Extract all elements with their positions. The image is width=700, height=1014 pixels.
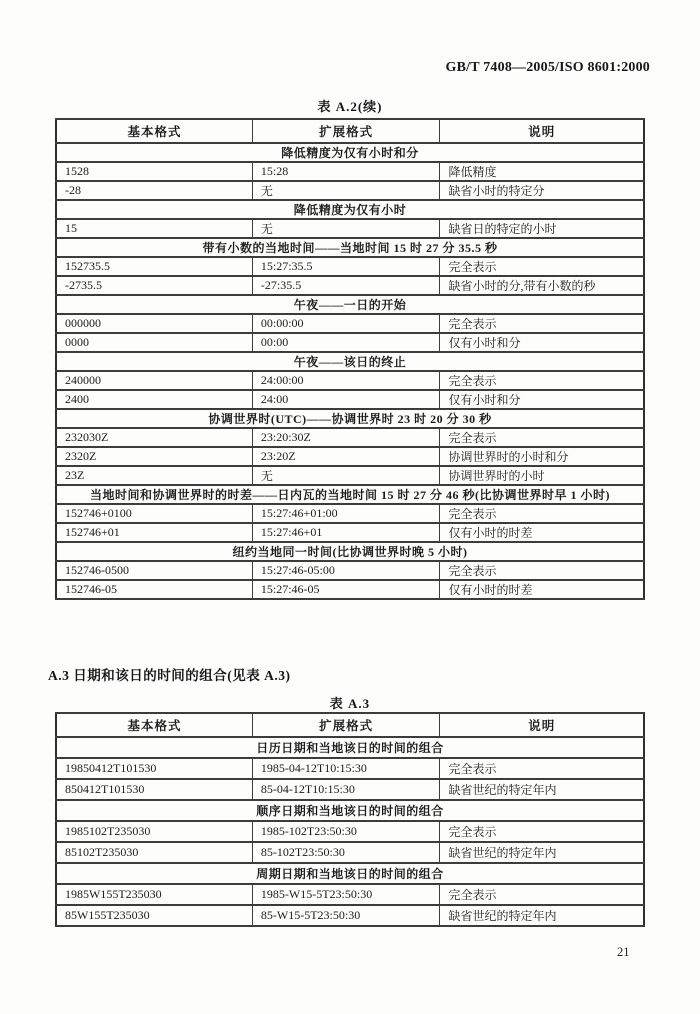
note-format-cell: 协调世界时的小时和分	[440, 447, 644, 466]
basic-format-cell: 2320Z	[56, 447, 252, 466]
section-label: 纽约当地同一时间(比协调世界时晚 5 小时)	[56, 542, 644, 561]
note-format-cell: 缺省小时的特定分	[440, 181, 644, 200]
section-row	[56, 409, 644, 428]
table-row	[56, 821, 644, 842]
column-header: 基本格式	[56, 713, 252, 737]
basic-format-cell: 152746+0100	[56, 504, 252, 523]
column-header: 扩展格式	[252, 713, 440, 737]
table-row	[56, 162, 644, 181]
note-format-cell: 仅有小时和分	[440, 333, 644, 352]
section-row	[56, 200, 644, 219]
table-row	[56, 181, 644, 200]
table-row	[56, 580, 644, 599]
note-format-cell: 降低精度	[440, 162, 644, 181]
basic-format-cell: 000000	[56, 314, 252, 333]
table-row	[56, 504, 644, 523]
section-row	[56, 485, 644, 504]
table-row	[56, 779, 644, 800]
extended-format-cell: 1985-102T23:50:30	[252, 821, 440, 842]
basic-format-cell: 232030Z	[56, 428, 252, 447]
table-a2-title: 表 A.2(续)	[317, 99, 383, 114]
column-header: 说明	[440, 119, 644, 143]
extended-format-cell: 85-W15-5T23:50:30	[252, 905, 440, 926]
basic-format-cell: 23Z	[56, 466, 252, 485]
section-row	[56, 542, 644, 561]
table-row	[56, 466, 644, 485]
extended-format-cell: 24:00:00	[252, 371, 440, 390]
extended-format-cell: 15:27:46-05	[252, 580, 440, 599]
basic-format-cell: 1985W155T235030	[56, 884, 252, 905]
extended-format-cell: 15:27:46+01:00	[252, 504, 440, 523]
column-header: 说明	[440, 713, 644, 737]
table-row	[56, 314, 644, 333]
basic-format-cell: 2400	[56, 390, 252, 409]
basic-format-cell: 85102T235030	[56, 842, 252, 863]
section-label: 周期日期和当地该日的时间的组合	[56, 863, 644, 884]
basic-format-cell: 0000	[56, 333, 252, 352]
extended-format-cell: 23:20:30Z	[252, 428, 440, 447]
note-format-cell: 完全表示	[440, 428, 644, 447]
table-row	[56, 447, 644, 466]
note-format-cell: 仅有小时的时差	[440, 523, 644, 542]
extended-format-cell: 无	[252, 219, 440, 238]
basic-format-cell: 152746+01	[56, 523, 252, 542]
table-a3-title: 表 A.3	[329, 696, 371, 711]
basic-format-cell: 19850412T101530	[56, 758, 252, 779]
basic-format-cell: 152746-0500	[56, 561, 252, 580]
basic-format-cell: 152746-05	[56, 580, 252, 599]
note-format-cell: 完全表示	[440, 257, 644, 276]
section-label: 午夜——该日的终止	[56, 352, 644, 371]
table-row	[56, 905, 644, 926]
section-label: 当地时间和协调世界时的时差——日内瓦的当地时间 15 时 27 分 46 秒(比协调世界时早 1 小时)	[56, 485, 644, 504]
table-row	[56, 561, 644, 580]
section-label: 日历日期和当地该日的时间的组合	[56, 737, 644, 758]
table-row	[56, 333, 644, 352]
table-a2	[55, 118, 645, 600]
note-format-cell: 仅有小时和分	[440, 390, 644, 409]
standard-number: GB/T 7408—2005/ISO 8601:2000	[445, 60, 650, 75]
extended-format-cell: 85-102T23:50:30	[252, 842, 440, 863]
table-row	[56, 390, 644, 409]
note-format-cell: 仅有小时的时差	[440, 580, 644, 599]
table-a3	[55, 712, 645, 927]
section-a3-heading: A.3 日期和该日的时间的组合(见表 A.3)	[48, 668, 291, 683]
extended-format-cell: -27:35.5	[252, 276, 440, 295]
section-row	[56, 737, 644, 758]
header-row	[56, 119, 644, 143]
basic-format-cell: 850412T101530	[56, 779, 252, 800]
column-header: 扩展格式	[252, 119, 440, 143]
table-row	[56, 257, 644, 276]
basic-format-cell: 1985102T235030	[56, 821, 252, 842]
note-format-cell: 完全表示	[440, 758, 644, 779]
extended-format-cell: 15:28	[252, 162, 440, 181]
basic-format-cell: 15	[56, 219, 252, 238]
section-label: 降低精度为仅有小时和分	[56, 143, 644, 162]
extended-format-cell: 无	[252, 181, 440, 200]
section-row	[56, 295, 644, 314]
table-row	[56, 523, 644, 542]
note-format-cell: 缺省日的特定的小时	[440, 219, 644, 238]
section-row	[56, 863, 644, 884]
header-row	[56, 713, 644, 737]
table-row	[56, 758, 644, 779]
note-format-cell: 缺省世纪的特定年内	[440, 779, 644, 800]
extended-format-cell: 1985-04-12T10:15:30	[252, 758, 440, 779]
basic-format-cell: 85W155T235030	[56, 905, 252, 926]
extended-format-cell: 00:00	[252, 333, 440, 352]
section-label: 带有小数的当地时间——当地时间 15 时 27 分 35.5 秒	[56, 238, 644, 257]
note-format-cell: 协调世界时的小时	[440, 466, 644, 485]
extended-format-cell: 23:20Z	[252, 447, 440, 466]
section-label: 午夜——一日的开始	[56, 295, 644, 314]
note-format-cell: 完全表示	[440, 371, 644, 390]
extended-format-cell: 无	[252, 466, 440, 485]
basic-format-cell: 152735.5	[56, 257, 252, 276]
extended-format-cell: 85-04-12T10:15:30	[252, 779, 440, 800]
basic-format-cell: 240000	[56, 371, 252, 390]
basic-format-cell: -28	[56, 181, 252, 200]
note-format-cell: 缺省小时的分,带有小数的秒	[440, 276, 644, 295]
note-format-cell: 完全表示	[440, 884, 644, 905]
note-format-cell: 完全表示	[440, 561, 644, 580]
extended-format-cell: 24:00	[252, 390, 440, 409]
page-number: 21	[617, 945, 630, 959]
table-row	[56, 842, 644, 863]
extended-format-cell: 1985-W15-5T23:50:30	[252, 884, 440, 905]
extended-format-cell: 15:27:35.5	[252, 257, 440, 276]
table-row	[56, 428, 644, 447]
table-row	[56, 371, 644, 390]
section-label: 降低精度为仅有小时	[56, 200, 644, 219]
note-format-cell: 缺省世纪的特定年内	[440, 842, 644, 863]
basic-format-cell: 1528	[56, 162, 252, 181]
section-row	[56, 238, 644, 257]
extended-format-cell: 15:27:46+01	[252, 523, 440, 542]
section-label: 顺序日期和当地该日的时间的组合	[56, 800, 644, 821]
note-format-cell: 完全表示	[440, 821, 644, 842]
table-row	[56, 276, 644, 295]
note-format-cell: 完全表示	[440, 504, 644, 523]
extended-format-cell: 00:00:00	[252, 314, 440, 333]
section-label: 协调世界时(UTC)——协调世界时 23 时 20 分 30 秒	[56, 409, 644, 428]
basic-format-cell: -2735.5	[56, 276, 252, 295]
extended-format-cell: 15:27:46-05:00	[252, 561, 440, 580]
section-row	[56, 143, 644, 162]
note-format-cell: 缺省世纪的特定年内	[440, 905, 644, 926]
section-row	[56, 352, 644, 371]
column-header: 基本格式	[56, 119, 252, 143]
table-row	[56, 884, 644, 905]
section-row	[56, 800, 644, 821]
table-row	[56, 219, 644, 238]
note-format-cell: 完全表示	[440, 314, 644, 333]
